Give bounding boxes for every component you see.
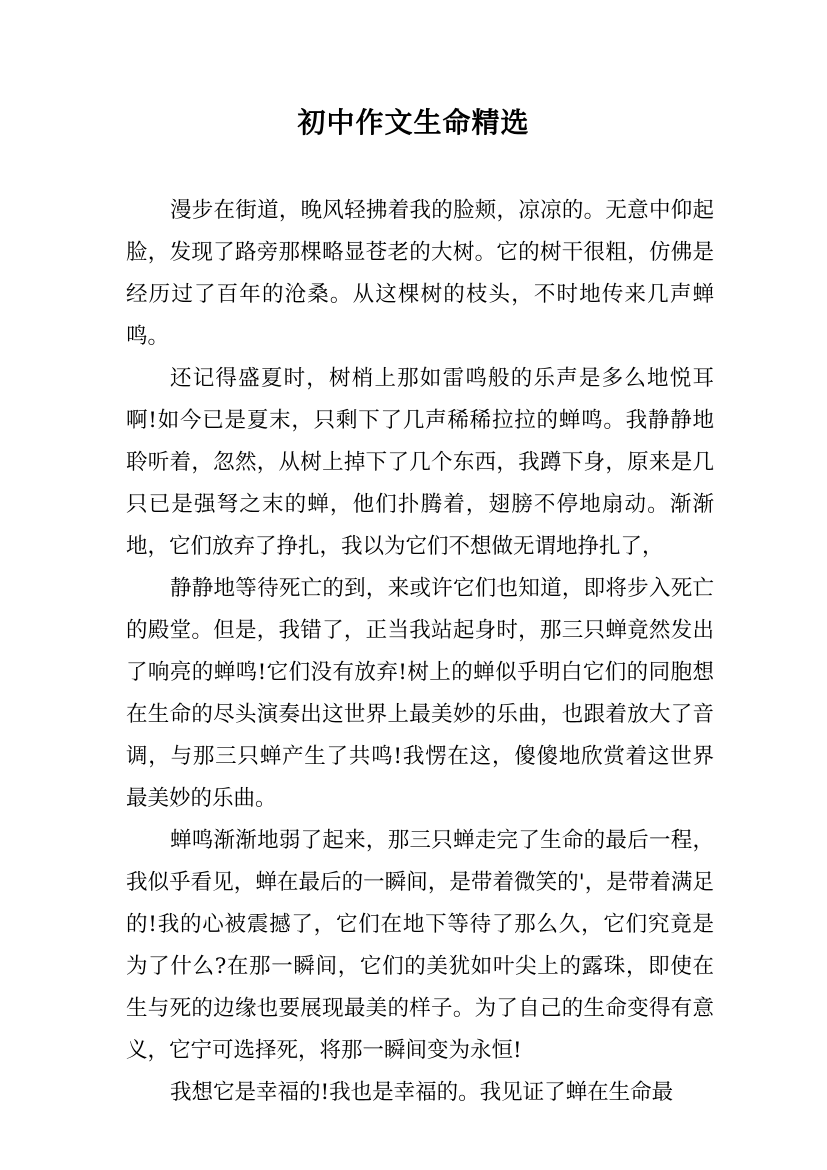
- paragraph-4: 蝉鸣渐渐地弱了起来，那三只蝉走完了生命的最后一程，我似乎看见，蝉在最后的一瞬间，是带着微笑的'，是带着满足的!我的心被震撼了，它们在地下等待了那么久，它们究竟是为了什么?在那一瞬间，它们的美犹如叶尖上的露珠，即使在生与死的边缘也要展现最美的样子。为了自己的生命变得有意义，它宁可选择死，将那一瞬间变为永恒!: [126, 828, 714, 1063]
- paragraph-1: 漫步在街道，晚风轻拂着我的脸颊，凉凉的。无意中仰起脸，发现了路旁那棵略显苍老的大树。它的树干很粗，仿佛是经历过了百年的沧桑。从这棵树的枝头，不时地传来几声蝉鸣。: [126, 198, 714, 349]
- document-title: 初中作文生命精选: [297, 106, 530, 139]
- paragraph-3: 静静地等待死亡的到，来或许它们也知道，即将步入死亡的殿堂。但是，我错了，正当我站起身时，那三只蝉竟然发出了响亮的蝉鸣!它们没有放弃!树上的蝉似乎明白它们的同胞想在生命的尽头演奏出这世界上最美妙的乐曲，也跟着放大了音调，与那三只蝉产生了共鸣!我愣在这，傻傻地欣赏着这世界最美妙的乐曲。: [126, 576, 714, 811]
- document-body: [126, 190, 714, 1114]
- paragraph-5: 我想它是幸福的!我也是幸福的。我见证了蝉在生命最: [170, 1080, 674, 1105]
- paragraph-2: 还记得盛夏时，树梢上那如雷鸣般的乐声是多么地悦耳啊!如今已是夏末，只剩下了几声稀稀拉拉的蝉鸣。我静静地聆听着，忽然，从树上掉下了几个东西，我蹲下身，原来是几只已是强弩之末的蝉，他们扑腾着，翅膀不停地扇动。渐渐地，它们放弃了挣扎，我以为它们不想做无谓地挣扎了，: [126, 366, 714, 559]
